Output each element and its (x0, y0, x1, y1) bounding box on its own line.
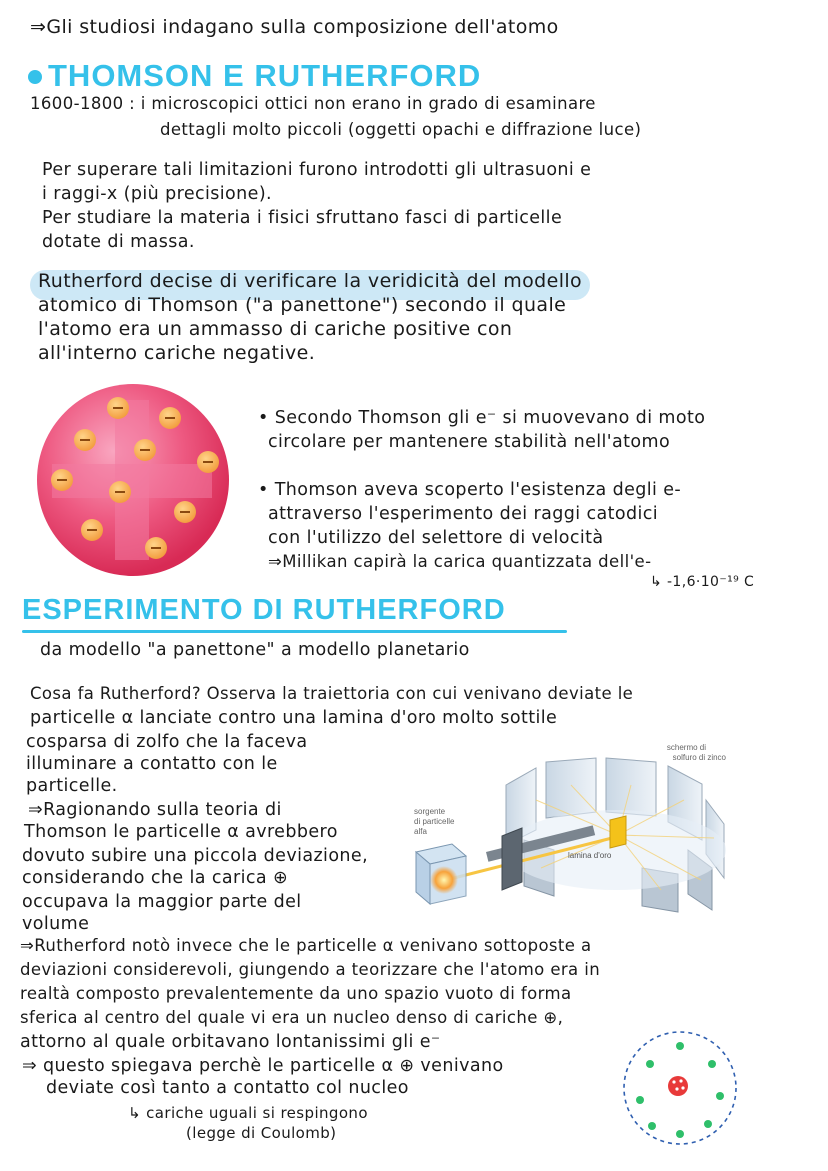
text-line: illuminare a contatto con le (26, 754, 278, 774)
section-title-thomson-rutherford: THOMSON E RUTHERFORD (28, 58, 481, 94)
bullet-icon: • (258, 408, 275, 428)
thomson-atom-model (30, 380, 240, 580)
text-line: realtà composto prevalentemente da uno spazio vuoto di forma (20, 984, 572, 1003)
text-line: considerando che la carica ⊕ (22, 868, 289, 888)
title-underline (22, 630, 567, 633)
text-line: dettagli molto piccoli (oggetti opachi e diffrazione luce) (160, 120, 642, 139)
bullet-line: • Secondo Thomson gli e⁻ si muovevano di moto (258, 408, 706, 428)
text-line: occupava la maggior parte del (22, 892, 302, 912)
text-line: circolare per mantenere stabilità nell'atomo (268, 432, 671, 452)
text-line: ⇒Millikan capirà la carica quantizzata dell'e- (268, 552, 652, 571)
text-line: ⇒Ragionando sulla teoria di (28, 800, 282, 820)
text-line: Per studiare la materia i fisici sfruttano fasci di particelle (42, 208, 563, 228)
section-title-esperimento: ESPERIMENTO DI RUTHERFORD (22, 594, 506, 626)
text-line: attorno al quale orbitavano lontanissimi gli e⁻ (20, 1032, 441, 1052)
text-line: (legge di Coulomb) (186, 1124, 337, 1142)
label-source: di particelle (414, 817, 455, 826)
text-line: attraverso l'esperimento dei raggi catodici (268, 504, 659, 524)
planetary-atom-model (616, 1024, 746, 1154)
collimator-plate (502, 828, 522, 890)
text-line: ⇒Rutherford notò invece che le particelle α venivano sottoposte a (20, 936, 592, 955)
bullet-icon: • (258, 480, 275, 500)
text-line: Per superare tali limitazioni furono introdotti gli ultrasuoni e (42, 160, 592, 180)
label-screen: schermo di (666, 743, 706, 752)
alpha-source-cube (416, 844, 466, 904)
text-line: dotate di massa. (42, 232, 195, 252)
text-line: 1600-1800 : i microscopici ottici non erano in grado di esaminare (30, 94, 596, 113)
text-line: l'atomo era un ammasso di cariche positive con (38, 318, 513, 340)
text-line: Thomson le particelle α avrebbero (24, 822, 338, 842)
text-line: deviazioni considerevoli, giungendo a teorizzare che l'atomo era in (20, 960, 601, 979)
text-line: volume (22, 914, 90, 934)
text-line: cosparsa di zolfo che la faceva (26, 732, 308, 752)
text-line: Rutherford decise di verificare la veridicità del modello (38, 270, 583, 292)
nucleus (668, 1076, 688, 1096)
rutherford-experiment-diagram (406, 740, 736, 915)
charge-value: ↳ -1,6·10⁻¹⁹ C (650, 574, 755, 590)
text-line: i raggi-x (più precisione). (42, 184, 273, 204)
text-line: particelle. (26, 776, 118, 796)
label-foil: lamina d'oro (568, 851, 612, 860)
text-line: Cosa fa Rutherford? Osserva la traiettoria con cui venivano deviate le (30, 684, 634, 703)
bullet-line: • Thomson aveva scoperto l'esistenza degli e- (258, 480, 682, 500)
text-line: ⇒ questo spiegava perchè le particelle α ⊕ venivano (22, 1056, 504, 1076)
text-line: all'interno cariche negative. (38, 342, 316, 364)
text-line: sferica al centro del quale vi era un nucleo denso di cariche ⊕, (20, 1008, 564, 1027)
intro-line: ⇒Gli studiosi indagano sulla composizione dell'atomo (30, 16, 559, 38)
text-line: con l'utilizzo del selettore di velocità (268, 528, 604, 548)
text-line: particelle α lanciate contro una lamina d'oro molto sottile (30, 708, 558, 728)
text-line: dovuto subire una piccola deviazione, (22, 846, 369, 866)
gold-foil (610, 816, 626, 848)
text-line: ↳ cariche uguali si respingono (128, 1104, 368, 1122)
label-screen: solfuro di zinco (672, 753, 726, 762)
label-source: alfa (414, 827, 427, 836)
subtitle: da modello "a panettone" a modello planetario (40, 640, 470, 660)
text-line: deviate così tanto a contatto col nucleo (46, 1078, 409, 1098)
label-source: sorgente (414, 807, 446, 816)
text-line: atomico di Thomson ("a panettone") secondo il quale (38, 294, 567, 316)
bullet-dot-icon (28, 70, 42, 84)
